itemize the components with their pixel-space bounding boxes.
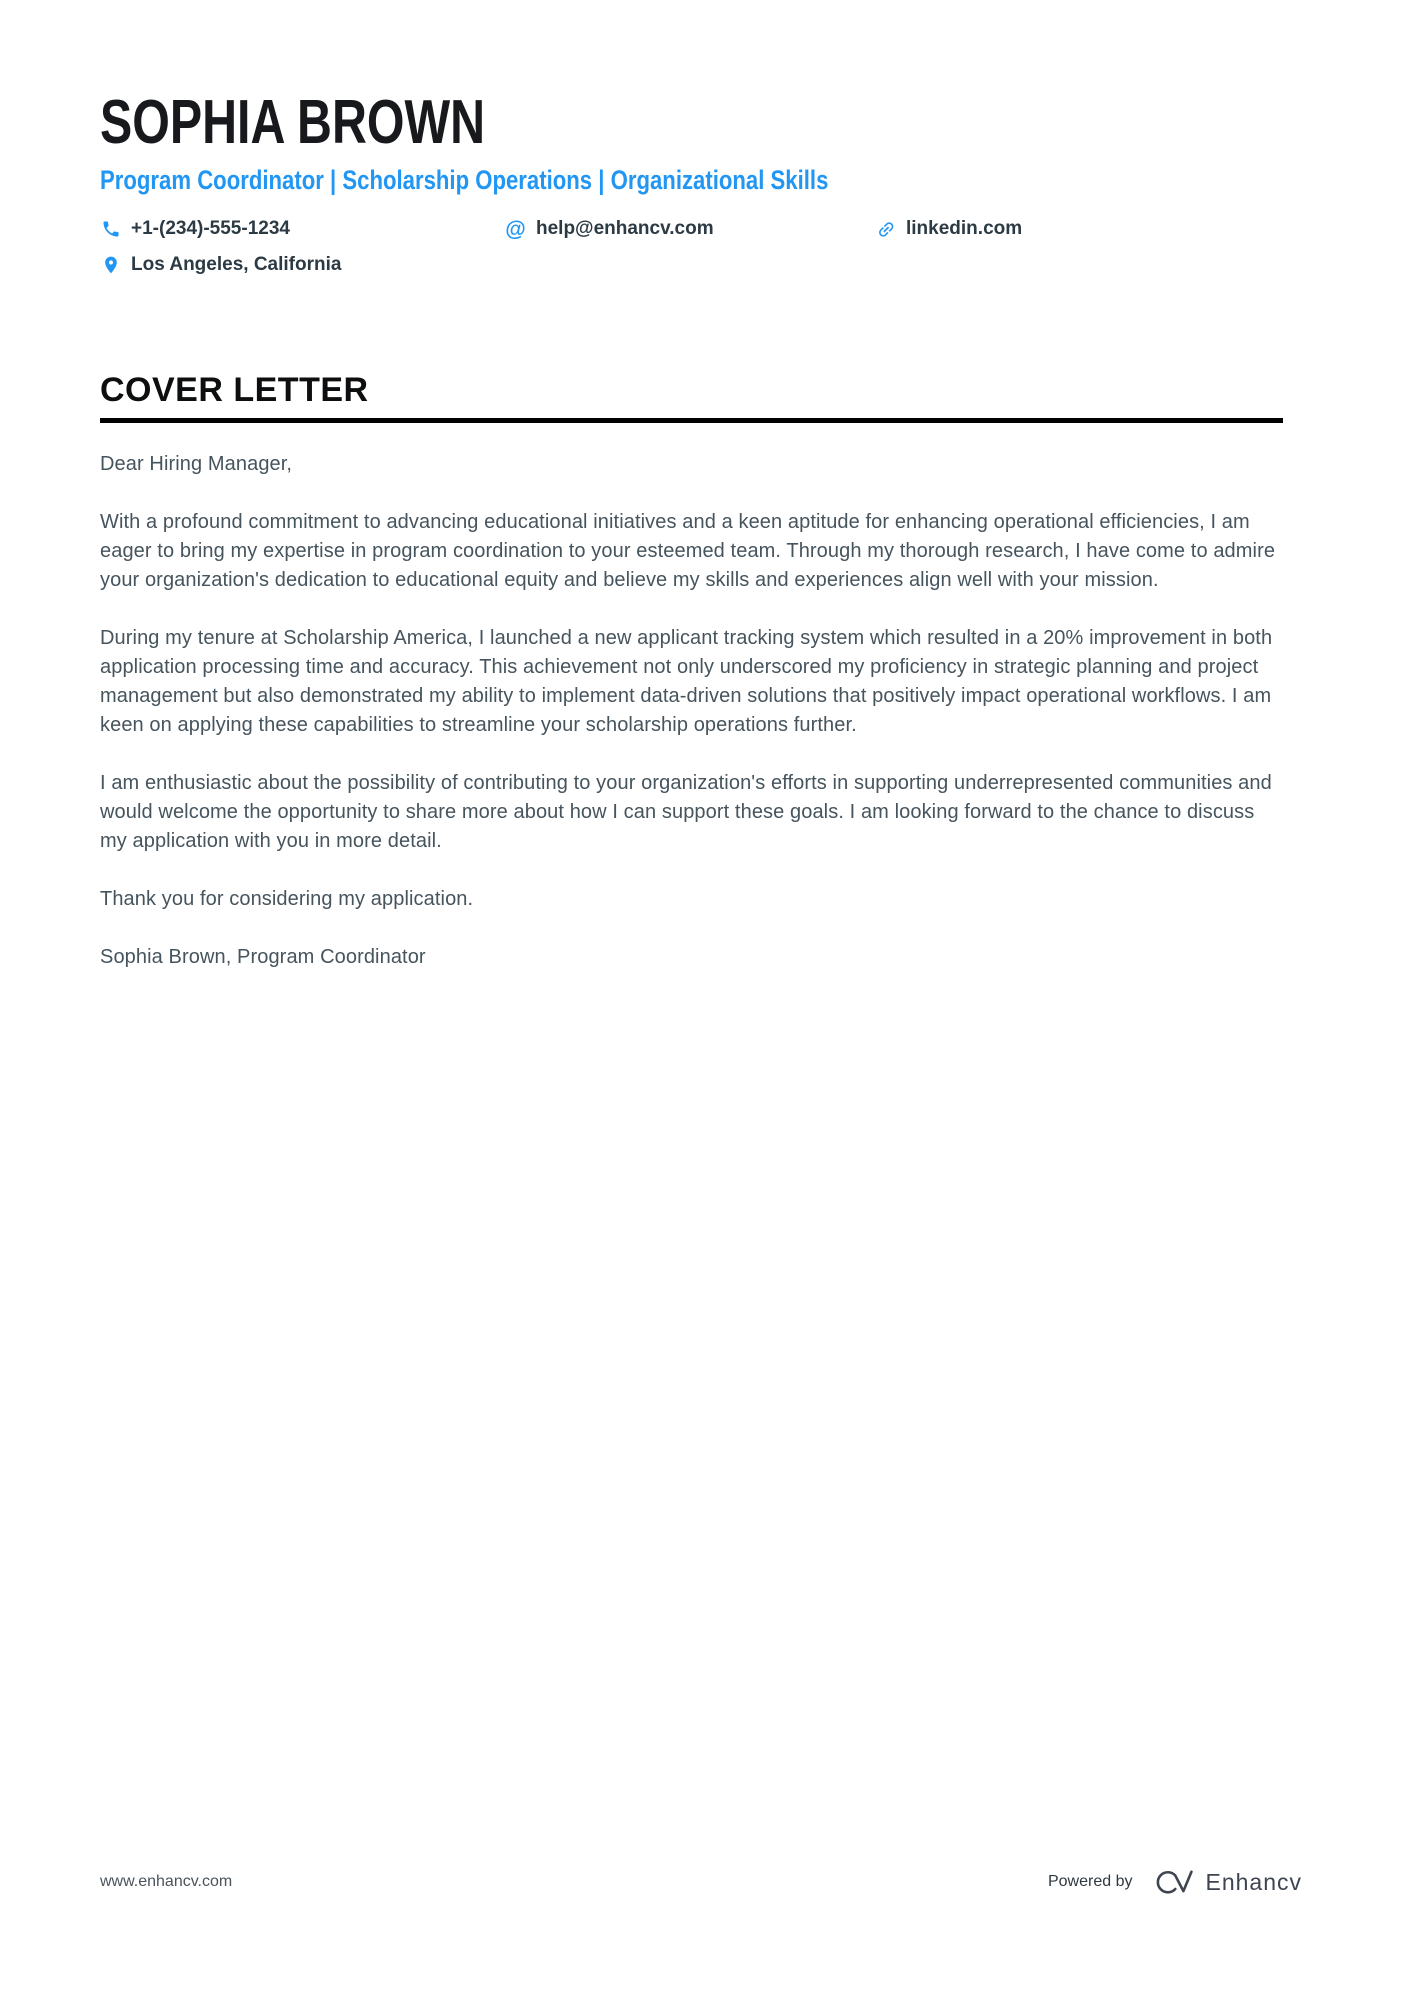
location-pin-icon <box>100 255 121 276</box>
linkedin-url: linkedin.com <box>906 218 1023 240</box>
letter-closing: Thank you for considering my application. <box>100 887 474 910</box>
location-contact <box>100 254 505 276</box>
letter-body <box>100 450 1283 972</box>
person-name: SOPHIA BROWN <box>100 88 486 157</box>
page-content <box>0 0 1410 972</box>
letter-paragraph: During my tenure at Scholarship America, I launched a new applicant tracking system which resulted in a 20% improvement in both application processing time and accuracy. This achievement not only underscored my proficiency in strategic planning and project management but also demonstrated my ability to implement data-driven solutions that positively impact operational workflows. I am keen on applying these capabilities to streamline your scholarship operations further. <box>100 626 1273 736</box>
powered-by-label: Powered by <box>1047 1873 1133 1890</box>
powered-by <box>1048 1868 1302 1896</box>
enhancv-logo-icon <box>1147 1868 1195 1896</box>
section-divider <box>100 418 1283 423</box>
phone-icon <box>100 219 121 240</box>
job-title: Program Coordinator | Scholarship Operations | Organizational Skills <box>100 165 829 196</box>
enhancv-brand-link[interactable] <box>1147 1868 1302 1896</box>
contact-info <box>100 218 1283 276</box>
phone-number: +1-(234)-555-1234 <box>131 218 290 240</box>
linkedin-contact[interactable] <box>875 218 1283 240</box>
link-icon <box>871 215 901 245</box>
website-link[interactable]: www.enhancv.com <box>100 1873 233 1890</box>
page-footer <box>100 1868 1302 1896</box>
phone-contact[interactable] <box>100 218 505 240</box>
header <box>100 88 1283 276</box>
email-contact[interactable] <box>505 218 875 240</box>
letter-paragraph: With a profound commitment to advancing educational initiatives and a keen aptitude for enhancing operational efficiencies, I am eager to bring my expertise in program coordination to your esteemed team. Through my thorough research, I have come to admire your organization's dedication to educational equity and believe my skills and experiences align well with your mission. <box>100 510 1276 591</box>
section-title: COVER LETTER <box>100 371 369 410</box>
letter-paragraph: I am enthusiastic about the possibility of contributing to your organization's efforts in supporting underrepresented communities and would welcome the opportunity to share more about how I can support these goals. I am looking forward to the chance to discuss my application with you in more detail. <box>100 771 1272 852</box>
location-text: Los Angeles, California <box>131 254 342 276</box>
cover-letter-section <box>100 372 1283 971</box>
letter-greeting: Dear Hiring Manager, <box>100 452 293 475</box>
at-icon: @ <box>505 217 526 241</box>
letter-signature: Sophia Brown, Program Coordinator <box>100 945 426 968</box>
email-address: help@enhancv.com <box>536 218 714 240</box>
enhancv-wordmark: Enhancv <box>1205 1868 1302 1895</box>
